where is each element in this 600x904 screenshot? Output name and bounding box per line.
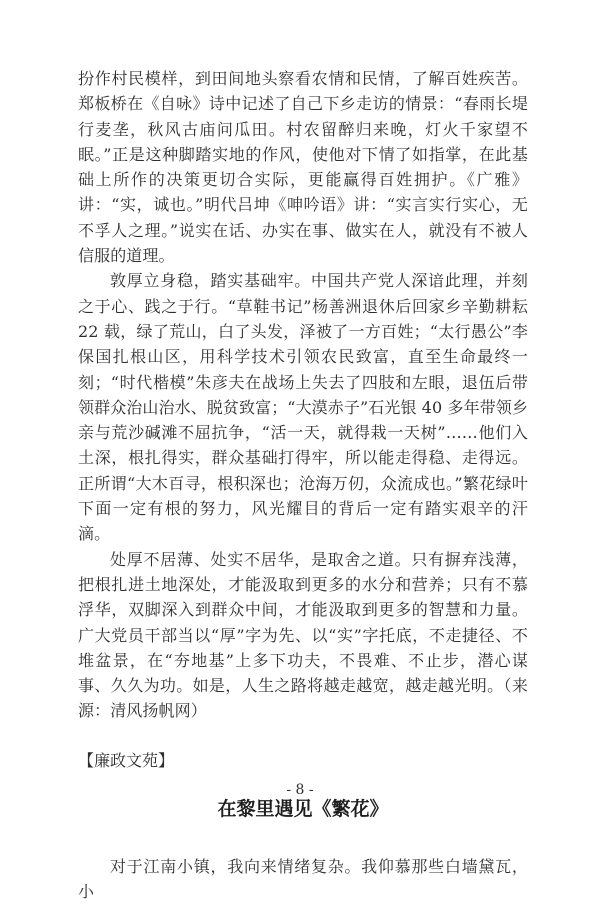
paragraph-body: 敦厚立身稳，踏实基础牢。中国共产党人深谙此理，并刻之于心、践之于行。“草鞋书记”杨善洲退休后回家乡辛勤耕耘 22 载，绿了荒山，白了头发，泽被了一方百姓；“太行愚公”李保国扎根山区，用科学技术引领农民致富，直至生命最终一刻；“时代楷模”朱彦夫在战场上失去了四肢和左眼，退伍后带领群众治山治水、脱贫致富；“大漠赤子”石光银 40 多年带领乡亲与荒沙碱滩不屈抗争，“活一天，就得栽一天树”……他们入土深，根扎得实，群众基础打得牢，所以能走得稳、走得远。正所谓“大木百寻，根积深也；沧海万仞，众流成也。”繁花绿叶下面一定有根的努力，风光耀目的背后一定有踏实艰辛的汗滴。 xyxy=(78,271,528,544)
page-body xyxy=(78,66,528,904)
article-title: 在黎里遇见《繁花》 xyxy=(217,797,389,820)
paragraph-article-intro: 对于江南小镇，我向来情绪复杂。我仰慕那些白墙黛瓦，小 xyxy=(78,856,528,902)
page-number: - 8 - xyxy=(286,782,314,798)
paragraph-continuation: 扮作村民模样，到田间地头察看农情和民情，了解百姓疾苦。郑板桥在《自咏》诗中记述了自己下乡走访的情景：“春雨长堤行麦垄，秋风古庙问瓜田。村农留醉归来晚，灯火千家望不眠。”正是这种脚踏实地的作风，使他对下情了如指掌，在此基础上所作的决策更切合实际，更能赢得百姓拥护。《广雅》讲：“实，诚也。”明代吕坤《呻吟语》讲：“实言实行实心，无不孚人之理。”说实在话、办实在事、做实在人，就没有不被人信服的道理。 xyxy=(78,69,528,266)
paragraph-body: 处厚不居薄、处实不居华，是取舍之道。只有摒弃浅薄，把根扎进土地深处，才能汲取到更多的水分和营养；只有不慕浮华，双脚深入到群众中间，才能汲取到更多的智慧和力量。广大党员干部当以“厚”字为先、以“实”字托底，不走捷径、不堆盆景，在“夯地基”上多下功夫，不畏难、不止步，潜心谋事、久久为功。如是，人生之路将越走越宽，越走越光明。（来源：清风扬帆网） xyxy=(78,549,528,721)
section-label: 【廉政文苑】 xyxy=(78,750,175,770)
